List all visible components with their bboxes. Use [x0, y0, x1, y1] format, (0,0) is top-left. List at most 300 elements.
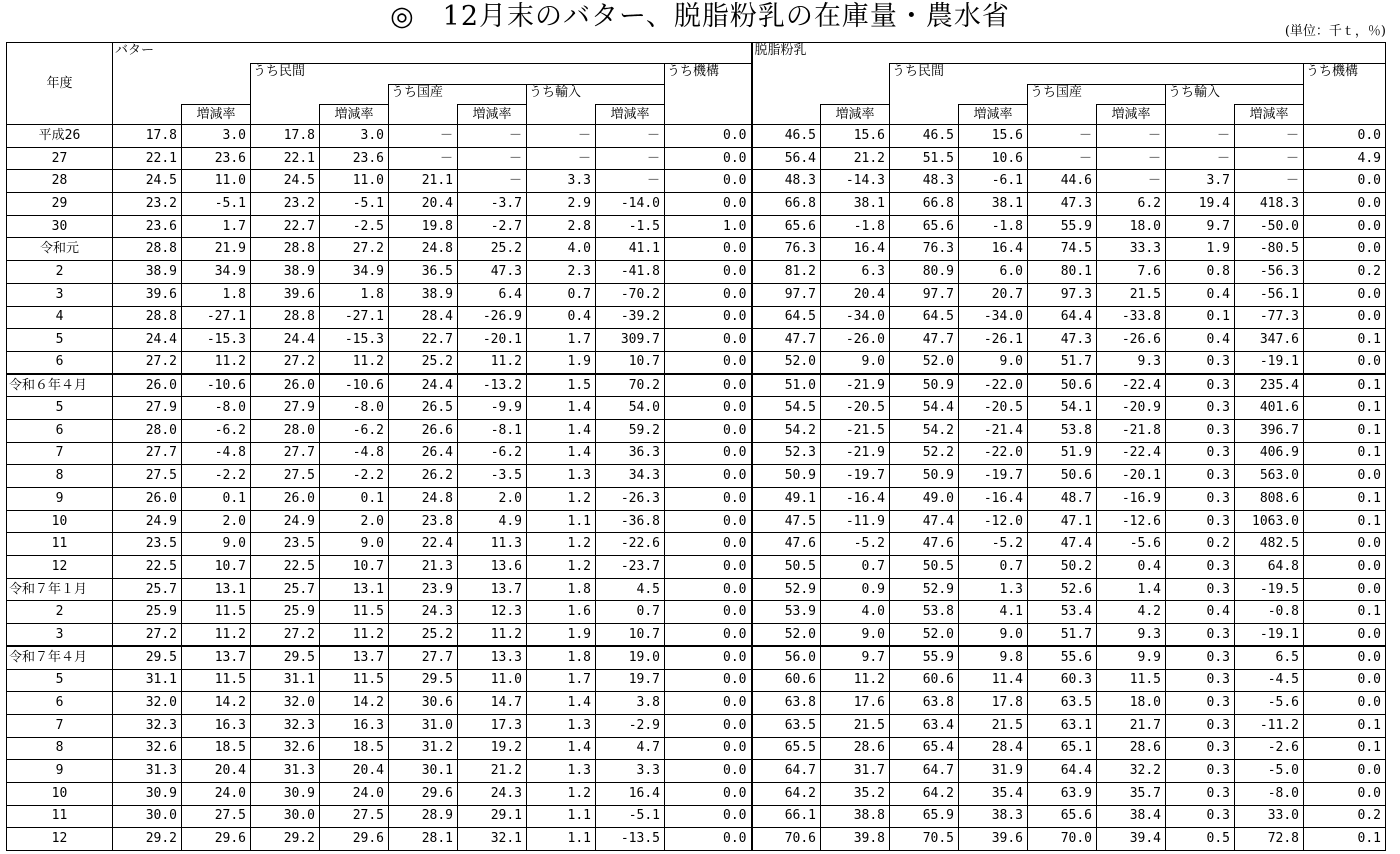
table-cell: 13.3 — [458, 646, 527, 669]
table-cell: 0.0 — [665, 601, 752, 624]
table-cell: 28.6 — [821, 737, 890, 760]
table-cell: -14.3 — [821, 170, 890, 193]
table-cell: 21.2 — [458, 760, 527, 783]
table-cell: 11.2 — [458, 351, 527, 374]
table-cell: 482.5 — [1235, 533, 1304, 556]
table-cell: -77.3 — [1235, 306, 1304, 329]
table-cell: 70.2 — [596, 374, 665, 397]
table-cell: -1.8 — [821, 215, 890, 238]
table-row — [7, 805, 1386, 828]
table-cell: 52.2 — [890, 442, 959, 465]
table-cell: 10.7 — [182, 556, 251, 579]
table-cell: 0.0 — [1304, 760, 1386, 783]
table-cell: 30.0 — [113, 805, 182, 828]
header-rate: 増減率 — [959, 105, 1028, 125]
table-cell: 29.5 — [113, 646, 182, 669]
table-cell: 0.0 — [665, 261, 752, 284]
table-row — [7, 170, 1386, 193]
table-cell: 16.4 — [959, 238, 1028, 261]
table-cell: 0.2 — [1304, 805, 1386, 828]
table-cell: -8.0 — [182, 397, 251, 420]
table-cell: 54.1 — [1028, 397, 1097, 420]
table-cell: 1.4 — [527, 737, 596, 760]
table-cell: 32.6 — [113, 737, 182, 760]
table-cell: 25.7 — [113, 578, 182, 601]
table-cell: 0.0 — [665, 283, 752, 306]
table-cell: -8.0 — [320, 397, 389, 420]
table-cell: 22.1 — [113, 147, 182, 170]
table-cell: 50.9 — [890, 374, 959, 397]
header-empty — [389, 105, 458, 125]
row-label: 3 — [7, 283, 113, 306]
table-cell: 13.1 — [320, 578, 389, 601]
table-cell: 32.6 — [251, 737, 320, 760]
table-cell: -4.8 — [320, 442, 389, 465]
table-cell: 0.3 — [1166, 737, 1235, 760]
table-cell: 47.6 — [752, 533, 821, 556]
table-cell: 0.0 — [665, 692, 752, 715]
table-cell: 1.2 — [527, 556, 596, 579]
table-cell: -6.2 — [320, 419, 389, 442]
row-label: 平成26 — [7, 125, 113, 148]
table-cell: 24.8 — [389, 488, 458, 511]
table-cell: 50.6 — [1028, 374, 1097, 397]
table-cell: 26.0 — [251, 374, 320, 397]
table-cell: -20.1 — [458, 329, 527, 352]
table-cell: 0.1 — [1304, 329, 1386, 352]
table-cell: 18.0 — [1097, 215, 1166, 238]
table-cell: 54.0 — [596, 397, 665, 420]
table-cell: -22.4 — [1097, 374, 1166, 397]
table-cell: 0.0 — [665, 329, 752, 352]
table-cell: 64.2 — [752, 782, 821, 805]
table-cell: 64.2 — [890, 782, 959, 805]
table-cell: 52.0 — [752, 624, 821, 647]
table-cell: 27.2 — [113, 624, 182, 647]
table-cell: 24.0 — [320, 782, 389, 805]
table-cell: -19.1 — [1235, 624, 1304, 647]
table-cell: 47.3 — [1028, 193, 1097, 216]
table-cell: 47.4 — [1028, 533, 1097, 556]
table-cell: -2.7 — [458, 215, 527, 238]
table-cell: 0.4 — [1166, 601, 1235, 624]
table-cell: 65.6 — [752, 215, 821, 238]
table-cell: 13.7 — [458, 578, 527, 601]
table-cell: 18.0 — [1097, 692, 1166, 715]
table-cell: 0.0 — [1304, 624, 1386, 647]
table-cell: 0.3 — [1166, 646, 1235, 669]
table-cell: － — [1235, 170, 1304, 193]
table-cell: 24.0 — [182, 782, 251, 805]
table-cell: 30.6 — [389, 692, 458, 715]
table-cell: 27.2 — [113, 351, 182, 374]
table-cell: 0.8 — [1166, 261, 1235, 284]
table-cell: 1.3 — [527, 714, 596, 737]
table-cell: 48.3 — [752, 170, 821, 193]
table-cell: 25.2 — [458, 238, 527, 261]
table-cell: 22.1 — [251, 147, 320, 170]
table-cell: 17.8 — [959, 692, 1028, 715]
unit-note: (単位：千ｔ，％) — [1284, 24, 1386, 39]
table-cell: 47.7 — [890, 329, 959, 352]
header-butter-agency: うち機構 — [665, 64, 752, 85]
table-body — [7, 125, 1386, 851]
table-cell: － — [1097, 125, 1166, 148]
table-cell: 11.5 — [182, 669, 251, 692]
table-cell: 4.7 — [596, 737, 665, 760]
table-cell: -16.4 — [821, 488, 890, 511]
row-label: 6 — [7, 692, 113, 715]
table-cell: 29.5 — [251, 646, 320, 669]
table-cell: 55.9 — [890, 646, 959, 669]
table-cell: 0.0 — [1304, 578, 1386, 601]
table-cell: 6.3 — [821, 261, 890, 284]
table-cell: 29.1 — [458, 805, 527, 828]
table-cell: 0.3 — [1166, 556, 1235, 579]
table-cell: -21.9 — [821, 374, 890, 397]
table-cell: 0.0 — [1304, 193, 1386, 216]
table-cell: 29.2 — [251, 828, 320, 851]
table-cell: 38.4 — [1097, 805, 1166, 828]
table-cell: 47.4 — [890, 510, 959, 533]
table-cell: 11.4 — [959, 669, 1028, 692]
table-cell: 81.2 — [752, 261, 821, 284]
table-cell: 0.0 — [665, 533, 752, 556]
table-cell: 0.0 — [665, 306, 752, 329]
table-cell: 14.7 — [458, 692, 527, 715]
table-row — [7, 465, 1386, 488]
table-cell: 1.3 — [527, 760, 596, 783]
table-cell: 44.6 — [1028, 170, 1097, 193]
table-cell: -14.0 — [596, 193, 665, 216]
table-cell: 50.9 — [752, 465, 821, 488]
table-cell: -1.8 — [959, 215, 1028, 238]
table-cell: 25.2 — [389, 624, 458, 647]
table-cell: 64.8 — [1235, 556, 1304, 579]
row-label: 2 — [7, 601, 113, 624]
table-cell: 11.2 — [182, 351, 251, 374]
table-cell: -19.7 — [959, 465, 1028, 488]
table-cell: 12.3 — [458, 601, 527, 624]
table-cell: 1.5 — [527, 374, 596, 397]
table-cell: 0.0 — [665, 374, 752, 397]
table-row — [7, 374, 1386, 397]
table-cell: 401.6 — [1235, 397, 1304, 420]
table-cell: 65.1 — [1028, 737, 1097, 760]
table-cell: -13.5 — [596, 828, 665, 851]
table-cell: 52.0 — [752, 351, 821, 374]
table-cell: -11.2 — [1235, 714, 1304, 737]
table-cell: 17.8 — [113, 125, 182, 148]
table-cell: 11.5 — [1097, 669, 1166, 692]
table-cell: 23.8 — [389, 510, 458, 533]
table-cell: 0.0 — [1304, 351, 1386, 374]
table-cell: 39.6 — [959, 828, 1028, 851]
table-cell: 0.0 — [1304, 125, 1386, 148]
table-cell: 20.4 — [182, 760, 251, 783]
table-cell: 26.6 — [389, 419, 458, 442]
table-cell: 27.2 — [251, 351, 320, 374]
header-butter-blank — [113, 64, 251, 105]
table-cell: 11.2 — [821, 669, 890, 692]
table-cell: 0.3 — [1166, 510, 1235, 533]
table-cell: 50.2 — [1028, 556, 1097, 579]
table-cell: 1.3 — [527, 465, 596, 488]
table-cell: 65.6 — [1028, 805, 1097, 828]
table-cell: -5.1 — [182, 193, 251, 216]
table-cell: 7.6 — [1097, 261, 1166, 284]
table-cell: 0.0 — [665, 760, 752, 783]
table-cell: 808.6 — [1235, 488, 1304, 511]
table-cell: 0.0 — [1304, 646, 1386, 669]
table-cell: 20.4 — [821, 283, 890, 306]
table-row — [7, 669, 1386, 692]
table-cell: 1.4 — [527, 692, 596, 715]
table-cell: 0.9 — [821, 578, 890, 601]
table-cell: 0.0 — [665, 578, 752, 601]
table-row — [7, 147, 1386, 170]
table-cell: 38.9 — [389, 283, 458, 306]
table-cell: 15.6 — [821, 125, 890, 148]
table-cell: 27.5 — [320, 805, 389, 828]
table-cell: 29.5 — [389, 669, 458, 692]
table-cell: 9.7 — [821, 646, 890, 669]
inventory-table — [6, 42, 1386, 851]
table-cell: 0.1 — [1304, 601, 1386, 624]
table-cell: 31.0 — [389, 714, 458, 737]
row-label: 11 — [7, 805, 113, 828]
header-empty — [251, 105, 320, 125]
row-label: 10 — [7, 782, 113, 805]
table-cell: 28.0 — [113, 419, 182, 442]
table-cell: 2.9 — [527, 193, 596, 216]
table-row — [7, 283, 1386, 306]
table-row — [7, 692, 1386, 715]
table-cell: 52.3 — [752, 442, 821, 465]
table-cell: 14.2 — [320, 692, 389, 715]
table-cell: -10.6 — [182, 374, 251, 397]
table-cell: 50.5 — [752, 556, 821, 579]
header-empty — [1166, 105, 1235, 125]
header-butter: バター — [113, 43, 752, 64]
table-cell: － — [1166, 147, 1235, 170]
table-cell: 31.1 — [113, 669, 182, 692]
table-cell: 0.1 — [1304, 510, 1386, 533]
table-cell: 25.9 — [251, 601, 320, 624]
table-cell: 2.0 — [320, 510, 389, 533]
table-cell: 0.4 — [1097, 556, 1166, 579]
table-cell: 0.0 — [665, 737, 752, 760]
table-cell: 1.6 — [527, 601, 596, 624]
table-cell: 1.4 — [1097, 578, 1166, 601]
table-cell: 1.7 — [527, 329, 596, 352]
table-cell: 17.8 — [251, 125, 320, 148]
table-cell: 47.3 — [1028, 329, 1097, 352]
table-row — [7, 828, 1386, 851]
table-cell: 0.4 — [1166, 283, 1235, 306]
table-row — [7, 442, 1386, 465]
table-cell: － — [596, 147, 665, 170]
row-label: 3 — [7, 624, 113, 647]
table-cell: 0.0 — [1304, 556, 1386, 579]
table-cell: -10.6 — [320, 374, 389, 397]
table-cell: 11.2 — [458, 624, 527, 647]
table-cell: 35.2 — [821, 782, 890, 805]
table-cell: 11.0 — [458, 669, 527, 692]
table-cell: -4.5 — [1235, 669, 1304, 692]
header-empty — [665, 105, 752, 125]
table-cell: 28.1 — [389, 828, 458, 851]
table-row — [7, 238, 1386, 261]
table-cell: 9.3 — [1097, 351, 1166, 374]
table-row — [7, 737, 1386, 760]
table-cell: 24.3 — [458, 782, 527, 805]
table-cell: -20.5 — [959, 397, 1028, 420]
table-cell: 32.2 — [1097, 760, 1166, 783]
table-cell: 0.3 — [1166, 714, 1235, 737]
table-cell: 64.5 — [890, 306, 959, 329]
table-cell: 19.8 — [389, 215, 458, 238]
table-cell: 11.5 — [320, 669, 389, 692]
row-label: 4 — [7, 306, 113, 329]
table-cell: 9.7 — [1166, 215, 1235, 238]
row-label: 令和６年４月 — [7, 374, 113, 397]
table-cell: 24.8 — [389, 238, 458, 261]
table-cell: 28.8 — [113, 238, 182, 261]
table-cell: 0.4 — [527, 306, 596, 329]
table-cell: 11.5 — [182, 601, 251, 624]
table-cell: 54.2 — [752, 419, 821, 442]
row-label: 8 — [7, 465, 113, 488]
table-cell: -33.8 — [1097, 306, 1166, 329]
table-cell: 35.7 — [1097, 782, 1166, 805]
table-cell: -8.1 — [458, 419, 527, 442]
table-cell: 52.9 — [752, 578, 821, 601]
table-cell: 25.9 — [113, 601, 182, 624]
table-cell: 9.0 — [821, 351, 890, 374]
table-cell: 22.5 — [113, 556, 182, 579]
table-cell: 30.9 — [251, 782, 320, 805]
table-cell: 0.2 — [1304, 261, 1386, 284]
table-cell: 21.5 — [821, 714, 890, 737]
table-cell: -2.2 — [182, 465, 251, 488]
table-cell: 13.1 — [182, 578, 251, 601]
table-cell: 16.4 — [596, 782, 665, 805]
table-cell: 48.7 — [1028, 488, 1097, 511]
table-cell: 23.9 — [389, 578, 458, 601]
table-cell: 10.7 — [596, 351, 665, 374]
table-cell: 32.0 — [251, 692, 320, 715]
table-cell: 0.0 — [1304, 465, 1386, 488]
table-cell: 0.0 — [1304, 692, 1386, 715]
table-cell: 0.7 — [959, 556, 1028, 579]
table-cell: -3.7 — [458, 193, 527, 216]
table-cell: 14.2 — [182, 692, 251, 715]
table-cell: 1.1 — [527, 828, 596, 851]
table-cell: － — [596, 170, 665, 193]
table-cell: 1.4 — [527, 419, 596, 442]
table-cell: 25.2 — [389, 351, 458, 374]
table-cell: 55.9 — [1028, 215, 1097, 238]
header-butter-private-blank — [251, 85, 389, 105]
table-cell: -5.1 — [320, 193, 389, 216]
table-cell: 0.3 — [1166, 465, 1235, 488]
table-row — [7, 215, 1386, 238]
table-row — [7, 601, 1386, 624]
table-cell: 19.4 — [1166, 193, 1235, 216]
table-cell: 66.8 — [890, 193, 959, 216]
table-cell: 52.0 — [890, 624, 959, 647]
table-cell: 27.7 — [251, 442, 320, 465]
table-row — [7, 646, 1386, 669]
table-cell: 16.4 — [821, 238, 890, 261]
table-cell: 97.3 — [1028, 283, 1097, 306]
table-cell: -70.2 — [596, 283, 665, 306]
table-cell: 51.5 — [890, 147, 959, 170]
table-cell: 563.0 — [1235, 465, 1304, 488]
table-cell: 6.4 — [458, 283, 527, 306]
table-cell: 38.3 — [959, 805, 1028, 828]
table-cell: -5.6 — [1097, 533, 1166, 556]
table-cell: 29.6 — [389, 782, 458, 805]
table-cell: 47.7 — [752, 329, 821, 352]
table-cell: 46.5 — [890, 125, 959, 148]
table-cell: 23.5 — [113, 533, 182, 556]
table-cell: -5.1 — [596, 805, 665, 828]
table-cell: -4.8 — [182, 442, 251, 465]
row-label: 6 — [7, 351, 113, 374]
table-cell: 235.4 — [1235, 374, 1304, 397]
table-cell: 1063.0 — [1235, 510, 1304, 533]
table-cell: 0.0 — [1304, 283, 1386, 306]
table-cell: 34.9 — [320, 261, 389, 284]
table-cell: 31.3 — [113, 760, 182, 783]
table-cell: -27.1 — [320, 306, 389, 329]
row-label: 7 — [7, 714, 113, 737]
table-cell: 36.5 — [389, 261, 458, 284]
table-cell: 30.1 — [389, 760, 458, 783]
table-cell: 6.2 — [1097, 193, 1166, 216]
table-cell: -56.1 — [1235, 283, 1304, 306]
table-cell: -3.5 — [458, 465, 527, 488]
table-cell: -9.9 — [458, 397, 527, 420]
table-cell: 33.3 — [1097, 238, 1166, 261]
table-cell: 1.8 — [527, 646, 596, 669]
table-cell: 55.6 — [1028, 646, 1097, 669]
table-cell: -26.1 — [959, 329, 1028, 352]
table-cell: 66.1 — [752, 805, 821, 828]
table-cell: 50.6 — [1028, 465, 1097, 488]
table-cell: 19.2 — [458, 737, 527, 760]
table-cell: -23.7 — [596, 556, 665, 579]
table-cell: 9.0 — [182, 533, 251, 556]
table-cell: 80.1 — [1028, 261, 1097, 284]
table-cell: 24.5 — [251, 170, 320, 193]
table-cell: 2.8 — [527, 215, 596, 238]
table-cell: 47.5 — [752, 510, 821, 533]
table-cell: 34.3 — [596, 465, 665, 488]
header-empty — [527, 105, 596, 125]
table-cell: -26.6 — [1097, 329, 1166, 352]
table-cell: 54.5 — [752, 397, 821, 420]
table-cell: 0.1 — [1304, 374, 1386, 397]
table-cell: 0.1 — [1304, 737, 1386, 760]
table-cell: 4.0 — [821, 601, 890, 624]
table-cell: 18.5 — [320, 737, 389, 760]
table-cell: 65.6 — [890, 215, 959, 238]
table-cell: 0.0 — [1304, 306, 1386, 329]
table-cell: 11.5 — [320, 601, 389, 624]
